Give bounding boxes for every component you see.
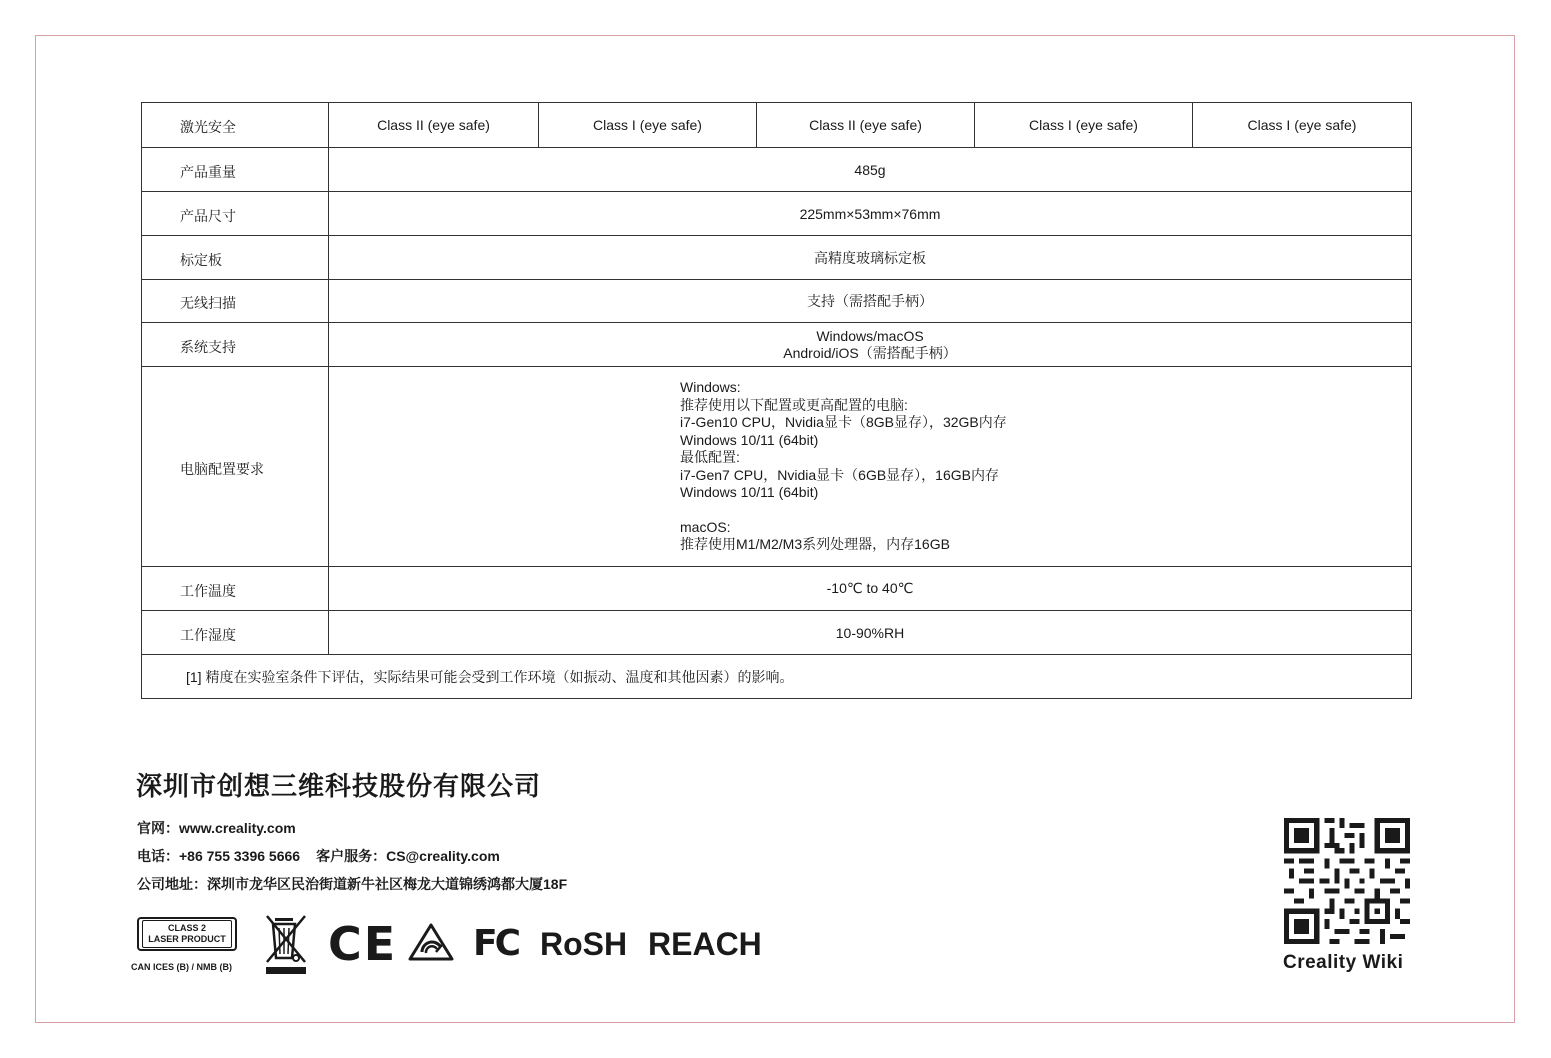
laser-class-line2: LASER PRODUCT: [148, 934, 226, 944]
reach-mark: REACH: [648, 926, 762, 962]
fc-mark: FC: [473, 923, 519, 964]
service-text: 客户服务：CS@creality.com: [316, 848, 500, 864]
rosh-mark: RoSH: [540, 926, 628, 962]
website-line: 官网：www.creality.com: [137, 820, 296, 836]
laser-value-4: Class I (eye safe): [975, 103, 1193, 148]
laser-value-3: Class II (eye safe): [757, 103, 975, 148]
row-laser: [142, 103, 1412, 148]
label-wireless: 无线扫描: [142, 280, 329, 323]
label-pc: 电脑配置要求: [142, 367, 329, 567]
row-note: [142, 655, 1412, 699]
label-size: 产品尺寸: [142, 192, 329, 236]
value-wireless: 支持（需搭配手柄）: [329, 280, 1412, 323]
company-name: 深圳市创想三维科技股份有限公司: [136, 771, 542, 801]
value-temp: -10℃ to 40℃: [329, 567, 1412, 611]
ices-text: CAN ICES (B) / NMB (B): [131, 962, 232, 972]
laser-class-inner: [142, 920, 232, 948]
row-wireless: [142, 280, 1412, 323]
value-weight: 485g: [329, 148, 1412, 192]
label-laser: 激光安全: [142, 103, 329, 148]
contact-line: [137, 846, 500, 866]
label-temp: 工作温度: [142, 567, 329, 611]
label-calibration: 标定板: [142, 236, 329, 280]
laser-value-5: Class I (eye safe): [1193, 103, 1412, 148]
laser-class-line1: CLASS 2: [167, 923, 206, 933]
laser-value-1: Class II (eye safe): [329, 103, 539, 148]
value-size: 225mm×53mm×76mm: [329, 192, 1412, 236]
row-weight: [142, 148, 1412, 192]
ce-mark: CE: [328, 917, 398, 971]
row-calibration: [142, 236, 1412, 280]
label-os: 系统支持: [142, 323, 329, 367]
value-os: Windows/macOS Android/iOS（需搭配手柄）: [329, 323, 1412, 367]
row-pc: [142, 367, 1412, 567]
row-size: [142, 192, 1412, 236]
spec-table: [141, 102, 1412, 699]
rcm-mark-icon: [408, 922, 454, 962]
laser-value-2: Class I (eye safe): [539, 103, 757, 148]
row-temp: [142, 567, 1412, 611]
address-line: 公司地址：深圳市龙华区民治街道新牛社区梅龙大道锦绣鸿都大厦18F: [137, 876, 568, 892]
qr-code-icon[interactable]: [1284, 818, 1410, 944]
row-humidity: [142, 611, 1412, 655]
laser-class-label: [137, 917, 237, 951]
phone-text: 电话：+86 755 3396 5666: [137, 848, 301, 864]
value-calibration: 高精度玻璃标定板: [329, 236, 1412, 280]
weee-crossed-bin-icon: [265, 914, 307, 976]
footnote: [1] 精度在实验室条件下评估，实际结果可能会受到工作环境（如振动、温度和其他因素）的影响。: [142, 655, 1412, 699]
row-os: [142, 323, 1412, 367]
label-weight: 产品重量: [142, 148, 329, 192]
value-humidity: 10-90%RH: [329, 611, 1412, 655]
value-pc: Windows: 推荐使用以下配置或更高配置的电脑: i7-Gen10 CPU，Nvidia显卡（8GB显存），32GB内存 Windows 10/11 (64bit) 最低配置: i7-Gen7 CPU，Nvidia显卡（6GB显存），16GB内存 Windows 10/11 (64bit) macOS: 推荐使用M1/M2/M3系列处理器，内存16GB: [329, 367, 1412, 567]
label-humidity: 工作湿度: [142, 611, 329, 655]
qr-label: Creality Wiki: [1283, 952, 1404, 973]
